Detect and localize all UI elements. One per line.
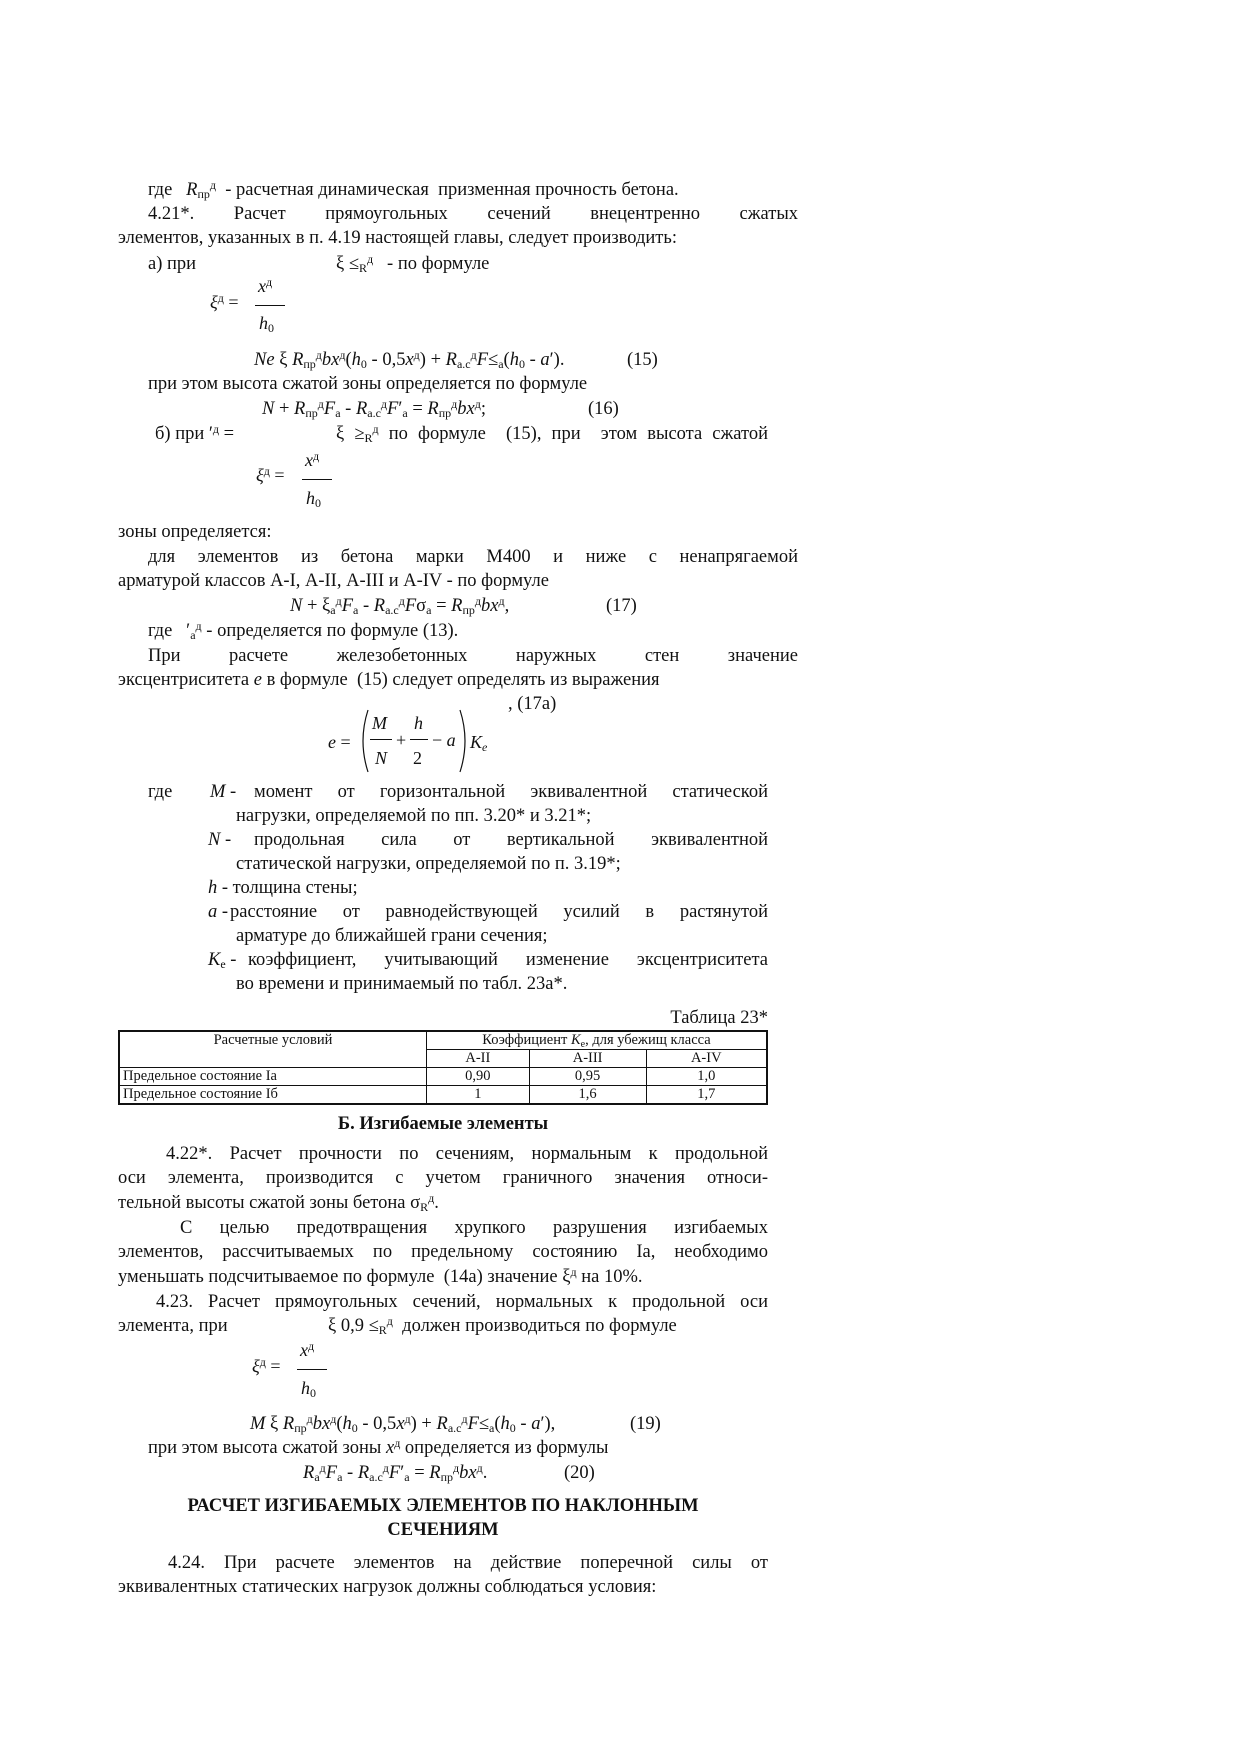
formula-xi-numerator: $x^д$ — [305, 449, 320, 470]
section-heading-line1: РАСЧЕТ ИЗГИБАЕМЫХ ЭЛЕМЕНТОВ ПО НАКЛОННЫМ — [187, 1496, 699, 1516]
text-line: оси элемента, производится с учетом граничного значения относи- — [118, 1168, 768, 1188]
formula-20: $R_а^дF_а - R_{а.с}^дF'_а = R_{пр}^дbx^д$. — [303, 1461, 488, 1484]
paragraph-4-21-line2: элементов, указанных в п. 4.19 настоящей главы, следует производить: — [118, 228, 677, 248]
formula-19: M ξ $R_{пр}^дbx^д(h_0 - 0,5x^д) + R_{а.с}^дF\le_а(h_0 - a')$, — [250, 1412, 556, 1435]
text-line: для элементов из бетона марки М400 и ниже с ненапрягаемой — [148, 547, 798, 567]
fraction-bar — [297, 1369, 327, 1370]
formula-20-tag: (20) — [564, 1463, 595, 1483]
table-header-class: А-III — [529, 1050, 646, 1068]
text-line: 4.23. Расчет прямоугольных сечений, нормальных к продольной оси — [156, 1292, 768, 1312]
formula-xi-numerator: $x^д$ — [300, 1339, 315, 1360]
text-line: где $R_{пр}^д$ - расчетная динамическая призменная прочность бетона. — [148, 178, 679, 201]
section-heading-line2: СЕЧЕНИЯМ — [387, 1520, 499, 1540]
table-header-conditions: Расчетные условий — [119, 1031, 427, 1068]
case-a-label: а) при — [148, 254, 197, 274]
definition-h: h - толщина стены; — [208, 878, 358, 898]
formula-17: $N + \xi_а^дF_а - R_{а.с}^дF\sigma_а = R_{пр}^дbx^д$, — [290, 594, 510, 617]
table-header-class: А-IV — [646, 1050, 767, 1068]
formula-17a-tag: , (17а) — [508, 694, 557, 714]
formula-16: $N + R_{пр}^дF_а - R_{а.с}^дF'_а = R_{пр}^дbx^д$; — [262, 397, 486, 420]
text-line: арматурой классов А-I, А-II, А-III и А-IV - по формуле — [118, 571, 549, 591]
text-line: тельной высоты сжатой зоны бетона $\sigma_R^д$. — [118, 1191, 439, 1214]
text-line: При расчете железобетонных наружных стен значение — [148, 646, 798, 666]
formula-15: Ne ξ $R_{пр}^дbx^д(h_0 - 0,5x^д) + R_{а.с}^дF\le_а(h_0 - a')$. — [254, 348, 565, 371]
text-line: ξ $0,9 \le_R^д$ должен производиться по формуле — [328, 1314, 677, 1337]
table-header-group: Коэффициент $K_е$, для убежищ класса — [427, 1031, 768, 1050]
document-page: где $R_{пр}^д$ - расчетная динамическая призменная прочность бетона. 4.21*. Расчет прямоугольных сечений внецентренно сжатых элементов, указанных в п. 4.19 настоящей главы, следует производить: а) при $\xi \le_R^д$ - по формуле $\xi^д$ = $x^д$ $h_0$ Ne ξ $R_{пр}^дbx^д(h_0 - 0,5x^д) + R_{а.с}^дF\le_а(h_0 - a')$. (15) при этом высота сжатой зоны определяется по формуле $N + R_{пр}^дF_а - R_{а.с}^дF'_а = R_{пр}^дbx^д$; (16) б) при $'^д$ = $\xi \ge_R^д$ по формуле (15), при этом высота сжатой $\xi^д$ = $x^д$ $h_0$ зоны определяется: для элементов из бетона марки М400 и ниже с ненапрягаемой арматурой классов А-I, А-II, А-III и А-IV - по формуле $N + \xi_а^дF_а - R_{а.с}^дF\sigma_а = R_{пр}^дbx^д$, (17) где $'_а^д$ - определяется по формуле (13). При расчете железобетонных наружных стен значение эксцентриситета e в формуле (15) следует определять из выражения , (17а) e = M N + h 2 − a $K_e$ где M - момент от горизонтальной эквивалентной статической нагрузки, определяемой по пп. 3.20* и 3.21*; N - продольная сила от вертикальной эквивалентной статической нагрузки, определяемой по п. 3.19*; h - толщина стены; a - расстояние от равнодействующей усилий в растянутой арматуре до ближайшей грани сечения; $K_e$ - коэффициент, учитывающий изменение эксцентриситета во времени и принимаемый по табл. 23а*. Таблица 23* Расчетные условий Коэффициент $K_е$, для убежищ класса А-II А-III А-IV Предельное состояние Iа 0,90 0,95 1,0 Предельное состояние Iб 1 1,6 1,7 Б. Изгибаемые элементы 4.22*. Расчет прочности по сечениям, нормальным к продольной оси элемента, производится с учетом граничного значения относи- тельной высоты сжатой зоны бетона $\sigma_R^д$. С целью предотвращения хрупкого разрушения изгибаемых элементов, рассчитываемых по предельному состоянию Iа, необходимо уменьшать подсчитываемое по формуле (14а) значение $\xi^д$ на 10%. 4.23. Расчет прямоугольных сечений, нормальных к продольной оси элемента, при ξ $0,9 \le_R^д$ должен производиться по формуле $\xi^д$ = $x^д$ $h_0$ M ξ $R_{пр}^дbx^д(h_0 - 0,5x^д) + R_{а.с}^дF\le_а(h_0 - a')$, (19) при этом высота сжатой зоны $x^д$ определяется из формулы $R_а^дF_а - R_{а.с}^дF'_а = R_{пр}^дbx^д$. (20) РАСЧЕТ ИЗГИБАЕМЫХ ЭЛЕМЕНТОВ ПО НАКЛОННЫМ СЕЧЕНИЯМ 4.24. При расчете элементов на действие поперечной силы от эквивалентных статических нагрузок должны соблюдаться условия: — [118, 178, 798, 1597]
formula-15-tag: (15) — [627, 350, 658, 370]
formula-xi-denominator: $h_0$ — [301, 1378, 316, 1400]
text-line: зоны определяется: — [118, 522, 272, 542]
case-a-condition: $\xi \le_R^д$ - по формуле — [336, 252, 490, 275]
formula-xi-lhs: $\xi^д$ = — [252, 1355, 281, 1376]
fraction-bar — [302, 479, 332, 480]
text-line: С целью предотвращения хрупкого разрушения изгибаемых — [180, 1218, 768, 1238]
section-heading-b: Б. Изгибаемые элементы — [337, 1114, 549, 1134]
table-caption: Таблица 23* — [670, 1008, 768, 1028]
table-row: Предельное состояние Iа 0,90 0,95 1,0 — [119, 1068, 767, 1086]
text-line: где $'_а^д$ - определяется по формуле (13). — [148, 619, 459, 642]
formula-xi-lhs: $\xi^д$ = — [210, 291, 239, 312]
formula-xi-numerator: $x^д$ — [258, 275, 273, 296]
formula-xi-lhs: $\xi^д$ = — [256, 464, 285, 485]
table-header-class: А-II — [427, 1050, 530, 1068]
text-line: элементов, рассчитываемых по предельному состоянию Iа, необходимо — [118, 1242, 768, 1262]
text-line: эквивалентных статических нагрузок должны соблюдаться условия: — [118, 1577, 657, 1597]
where-label: где — [148, 782, 173, 802]
text-line: элемента, при — [118, 1316, 228, 1336]
case-b-label: б) при $'^д$ = — [155, 422, 235, 444]
table-row: Предельное состояние Iб 1 1,6 1,7 — [119, 1086, 767, 1105]
definition-Ke: $K_e$ - коэффициент, учитывающий изменение эксцентриситета во времени и принимаемый по табл. 23а*. — [208, 950, 768, 994]
fraction-bar — [255, 305, 285, 306]
case-b-condition: $\xi \ge_R^д$ по формуле (15), при этом высота сжатой — [336, 422, 769, 445]
definition-N: N - продольная сила от вертикальной эквивалентной статической нагрузки, определяемой по п. 3.19*; — [208, 830, 768, 874]
definition-a: a - расстояние от равнодействующей усилий в растянутой арматуре до ближайшей грани сечения; — [208, 902, 768, 946]
text-line: при этом высота сжатой зоны определяется по формуле — [148, 374, 588, 394]
text-line: 4.22*. Расчет прочности по сечениям, нормальным к продольной — [166, 1144, 768, 1164]
text-line: эксцентриситета e в формуле (15) следует определять из выражения — [118, 670, 660, 690]
formula-17-tag: (17) — [606, 596, 637, 616]
formula-xi-denominator: $h_0$ — [259, 313, 274, 335]
text-line: при этом высота сжатой зоны $x^д$ определяется из формулы — [148, 1436, 609, 1458]
text-line: уменьшать подсчитываемое по формуле (14а) значение $\xi^д$ на 10%. — [118, 1265, 643, 1287]
definition-M: M - момент от горизонтальной эквивалентной статической нагрузки, определяемой по пп. 3.20* и 3.21*; — [210, 782, 768, 826]
text-line: 4.24. При расчете элементов на действие поперечной силы от — [168, 1553, 768, 1573]
paragraph-4-21-line1: 4.21*. Расчет прямоугольных сечений внецентренно сжатых — [148, 204, 798, 224]
formula-16-tag: (16) — [588, 399, 619, 419]
formula-xi-denominator: $h_0$ — [306, 488, 321, 510]
formula-19-tag: (19) — [630, 1414, 661, 1434]
coefficient-table — [118, 1030, 768, 1105]
